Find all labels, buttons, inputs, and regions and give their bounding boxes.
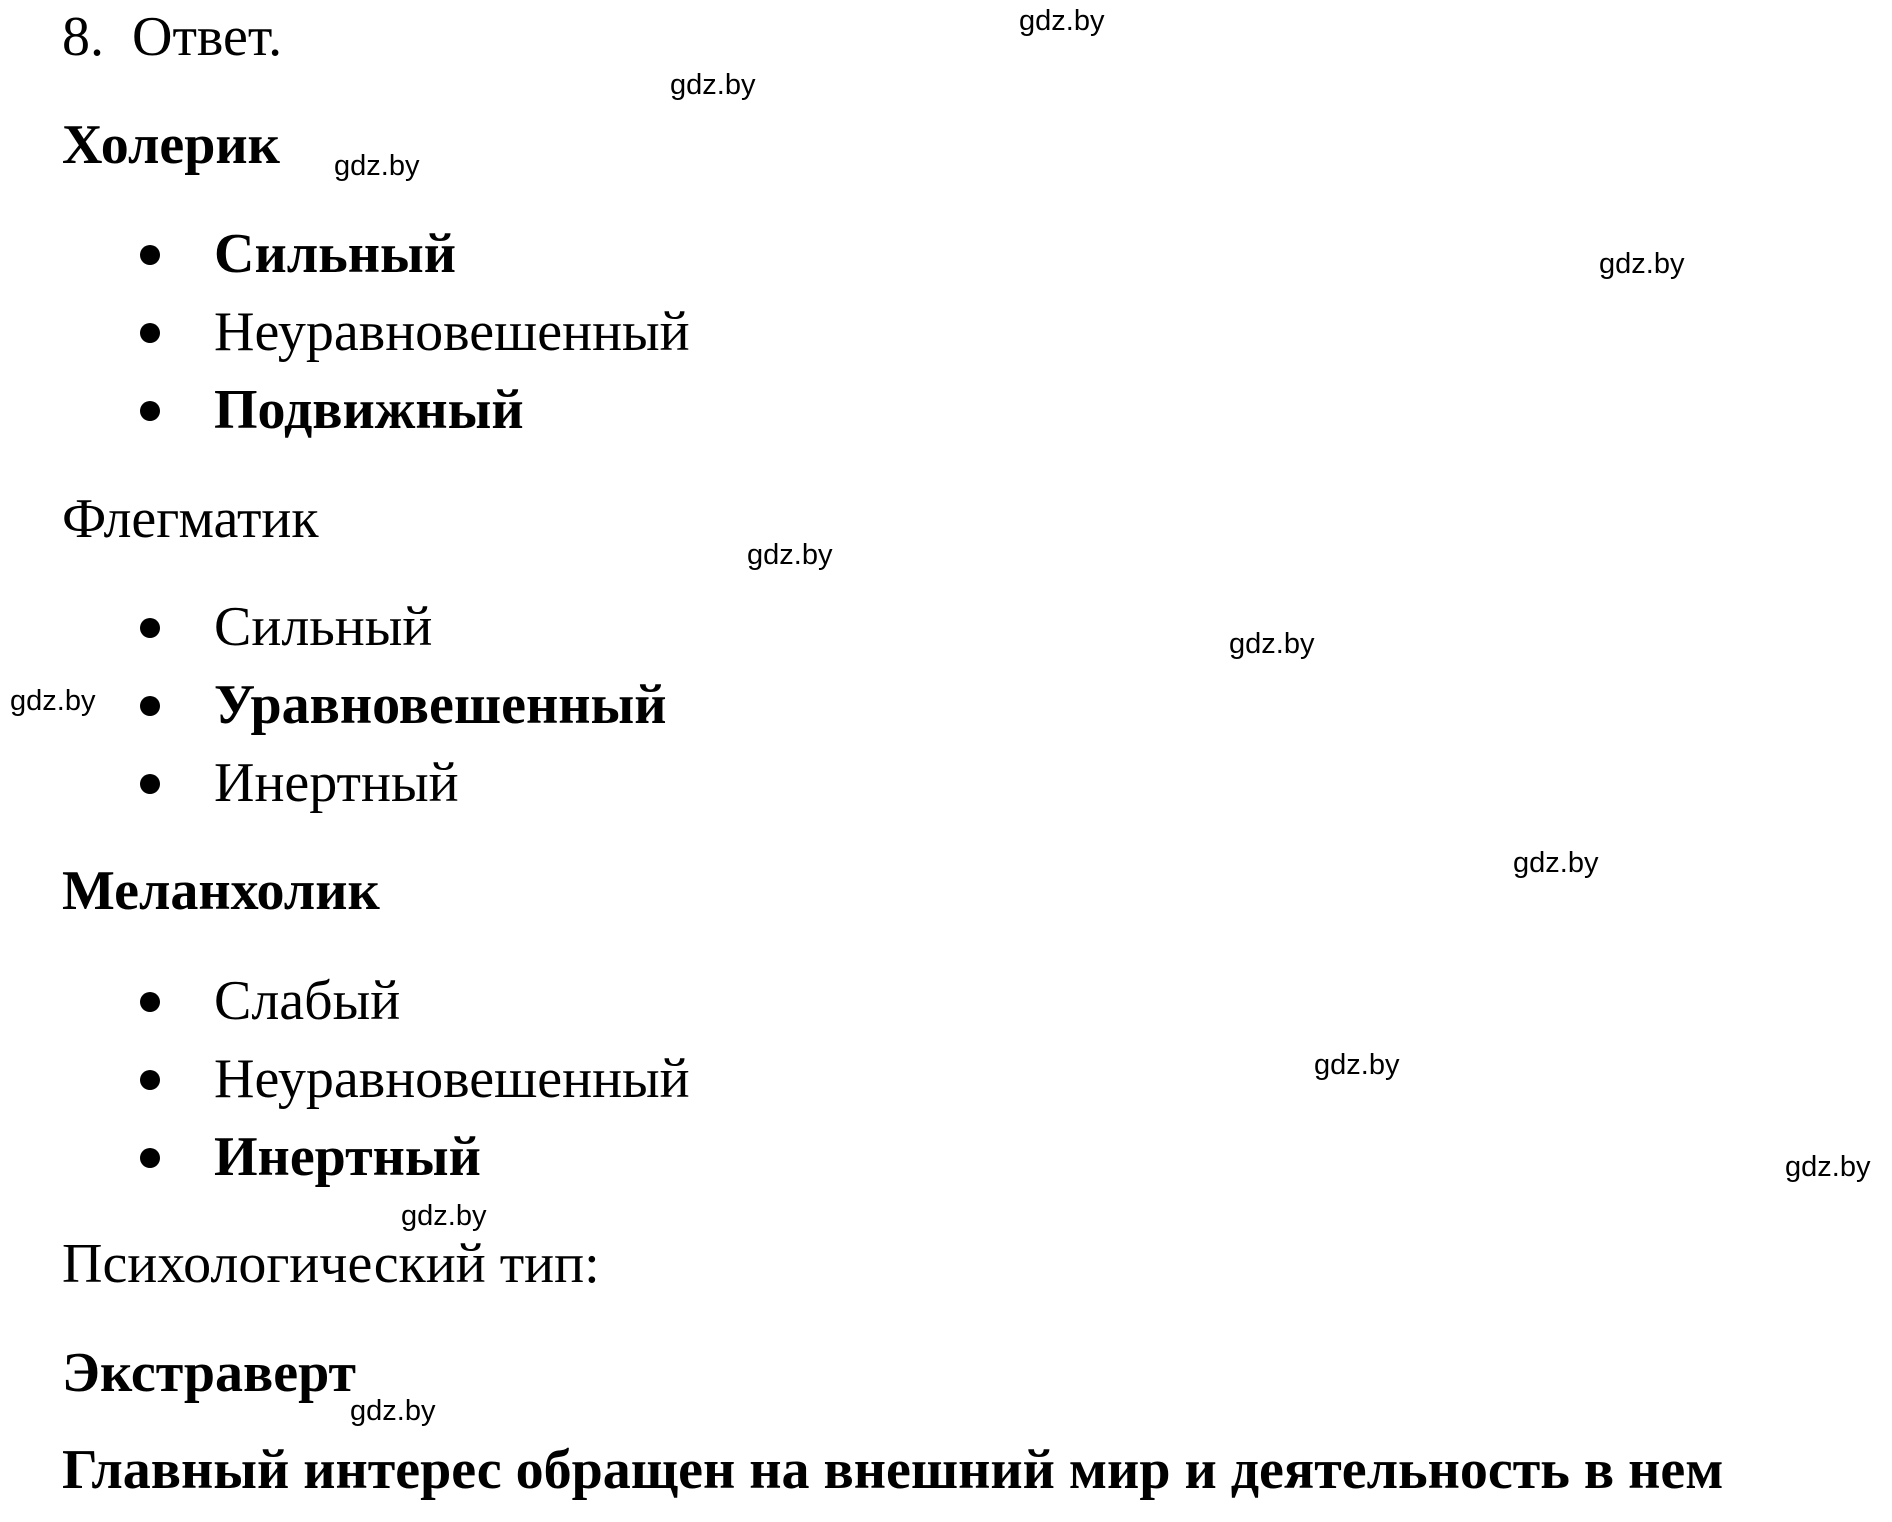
list-item-label: Инертный [214, 752, 459, 814]
list-item-label: Сильный [214, 596, 433, 658]
watermark-text: gdz.by [10, 685, 96, 717]
bullet-icon [140, 992, 160, 1012]
list-item-label: Уравновешенный [214, 674, 667, 736]
task-title: Ответ. [132, 6, 283, 68]
watermark-text: gdz.by [334, 150, 420, 182]
bullet-icon [140, 1070, 160, 1090]
list-item-label: Слабый [214, 970, 401, 1032]
list-item-label: Подвижный [214, 379, 524, 441]
section-heading-phlegmatic: Флегматик [62, 488, 319, 550]
watermark-text: gdz.by [1599, 248, 1685, 280]
bullet-icon [140, 1148, 160, 1168]
watermark-text: gdz.by [670, 69, 756, 101]
task-number-line [62, 2, 282, 72]
bullet-icon [140, 774, 160, 794]
watermark-text: gdz.by [1314, 1049, 1400, 1081]
section-heading-choleric: Холерик [62, 114, 280, 176]
bullet-icon [140, 323, 160, 343]
psych-type-value: Экстраверт [62, 1342, 357, 1404]
psych-type-description: Главный интерес обращен на внешний мир и деятельность в нем [62, 1439, 1724, 1501]
psych-type-label: Психологический тип: [62, 1233, 600, 1295]
watermark-text: gdz.by [350, 1395, 436, 1427]
section-heading-melancholic: Меланхолик [62, 860, 380, 922]
bullet-icon [140, 401, 160, 421]
watermark-text: gdz.by [1019, 5, 1105, 37]
list-item-label: Инертный [214, 1126, 481, 1188]
task-number: 8. [62, 6, 104, 68]
watermark-text: gdz.by [1513, 847, 1599, 879]
bullet-icon [140, 696, 160, 716]
watermark-text: gdz.by [1785, 1151, 1871, 1183]
bullet-icon [140, 618, 160, 638]
watermark-text: gdz.by [401, 1200, 487, 1232]
list-item-label: Сильный [214, 223, 456, 285]
bullet-icon [140, 245, 160, 265]
list-item-label: Неуравновешенный [214, 1048, 690, 1110]
watermark-text: gdz.by [1229, 628, 1315, 660]
watermark-text: gdz.by [747, 539, 833, 571]
list-item-label: Неуравновешенный [214, 301, 690, 363]
